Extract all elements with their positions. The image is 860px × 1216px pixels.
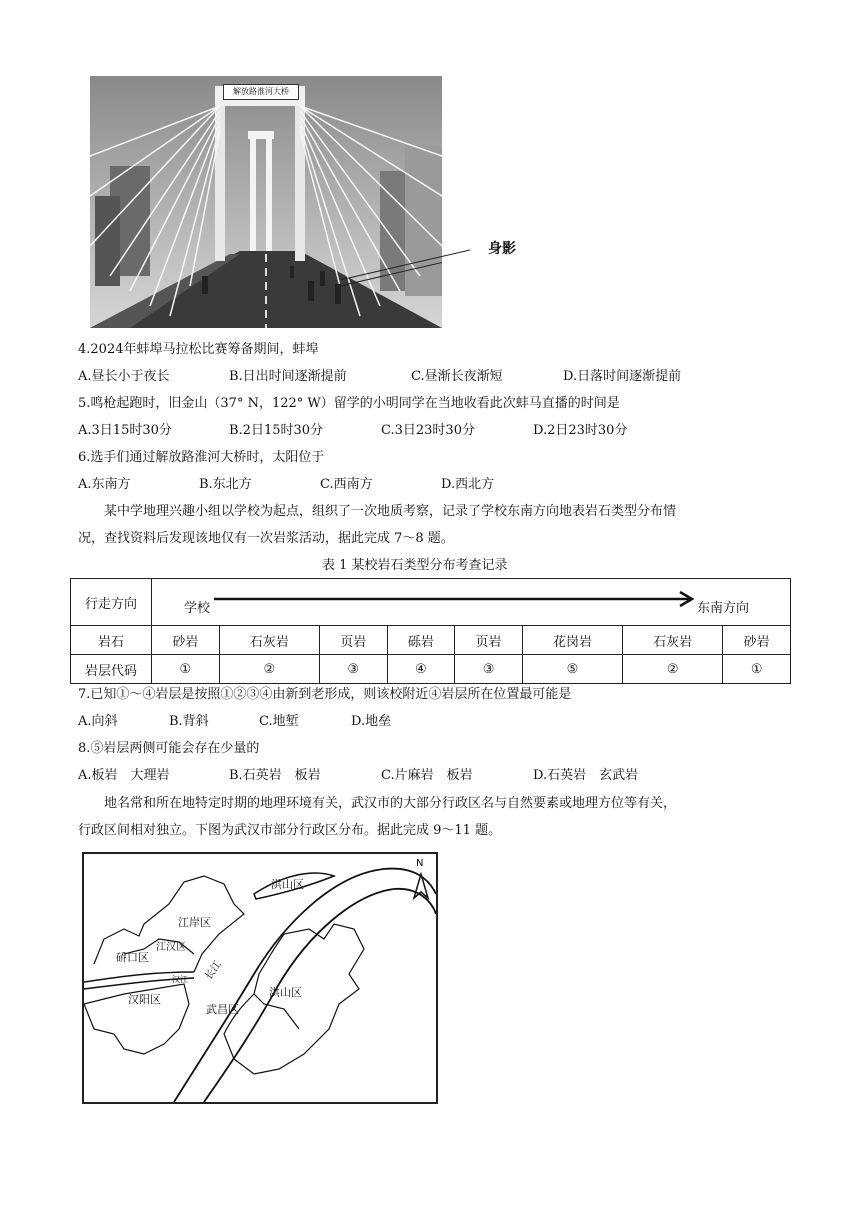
table-caption: 表 1 某校岩石类型分布考查记录 bbox=[322, 558, 508, 573]
code-cell: ③ bbox=[455, 655, 523, 684]
map-label-wuchang: 武昌区 bbox=[206, 1003, 239, 1016]
rock-cell: 花岗岩 bbox=[522, 626, 622, 655]
q5-option-d: D.2日23时30分 bbox=[533, 423, 628, 438]
rock-cell: 砂岩 bbox=[152, 626, 220, 655]
code-cell: ① bbox=[152, 655, 220, 684]
rock-cell: 页岩 bbox=[319, 626, 387, 655]
map-label-hanyang: 汉阳区 bbox=[128, 993, 161, 1006]
rock-cell: 砾岩 bbox=[387, 626, 455, 655]
q8-option-c: C.片麻岩 板岩 bbox=[381, 768, 473, 783]
q8-option-a: A.板岩 大理岩 bbox=[78, 768, 170, 783]
rock-header: 岩石 bbox=[71, 626, 152, 655]
q4-option-b: B.日出时间逐渐提前 bbox=[229, 369, 347, 384]
q4-option-d: D.日落时间逐渐提前 bbox=[563, 369, 682, 384]
table-row bbox=[71, 626, 791, 655]
bridge-banner: 解放路淮河大桥 bbox=[223, 84, 299, 100]
rock-cell: 页岩 bbox=[455, 626, 523, 655]
rock-cell: 石灰岩 bbox=[219, 626, 319, 655]
q6-option-c: C.西南方 bbox=[320, 477, 373, 492]
start-label: 学校 bbox=[184, 601, 211, 616]
code-cell: ③ bbox=[319, 655, 387, 684]
q5-stem: 5.鸣枪起跑时，旧金山（37° N，122° W）留学的小明同学在当地收看此次蚌马直播的时间是 bbox=[78, 396, 620, 411]
end-label: 东南方向 bbox=[697, 601, 750, 616]
q4-stem: 4.2024年蚌埠马拉松比赛筹备期间，蚌埠 bbox=[78, 342, 319, 357]
passage2-line1: 地名常和所在地特定时期的地理环境有关，武汉市的大部分行政区名与自然要素或地理方位等有关， bbox=[104, 796, 677, 811]
direction-arrow bbox=[214, 589, 704, 609]
map-label-changjiang: 长江 bbox=[203, 959, 224, 982]
q8-stem: 8.⑤岩层两侧可能会存在少量的 bbox=[78, 741, 260, 756]
table-row bbox=[71, 655, 791, 684]
q5-option-a: A.3日15时30分 bbox=[78, 423, 172, 438]
direction-header: 行走方向 bbox=[71, 579, 152, 626]
q6-option-a: A.东南方 bbox=[78, 477, 131, 492]
passage1-line2: 况，查找资料后发现该地仅有一次岩浆活动，据此完成 7～8 题。 bbox=[78, 531, 454, 546]
rock-cell: 砂岩 bbox=[723, 626, 791, 655]
code-cell: ④ bbox=[387, 655, 455, 684]
map-label-qiaokou: 硚口区 bbox=[116, 951, 149, 964]
shadow-label: 身影 bbox=[488, 241, 516, 257]
q8-option-d: D.石英岩 玄武岩 bbox=[533, 768, 639, 783]
map-label-jianghan: 江汉区 bbox=[156, 942, 186, 953]
q4-option-a: A.昼长小于夜长 bbox=[78, 369, 170, 384]
q7-option-c: C.地堑 bbox=[259, 714, 299, 729]
map-label-hanjiang: 汉江 bbox=[172, 975, 188, 984]
q7-stem: 7.已知①～④岩层是按照①②③④由新到老形成，则该校附近④岩层所在位置最可能是 bbox=[78, 687, 572, 702]
north-label: N bbox=[416, 858, 424, 869]
q4-option-c: C.昼渐长夜渐短 bbox=[411, 369, 503, 384]
passage1-line1: 某中学地理兴趣小组以学校为起点，组织了一次地质考察，记录了学校东南方向地表岩石类型分布情 bbox=[104, 504, 677, 519]
q8-option-b: B.石英岩 板岩 bbox=[229, 768, 321, 783]
table-row bbox=[71, 579, 791, 626]
rock-cell: 石灰岩 bbox=[623, 626, 723, 655]
q6-stem: 6.选手们通过解放路淮河大桥时，太阳位于 bbox=[78, 450, 325, 465]
code-header: 岩层代码 bbox=[71, 655, 152, 684]
q7-option-a: A.向斜 bbox=[78, 714, 118, 729]
code-cell: ① bbox=[723, 655, 791, 684]
code-cell: ② bbox=[623, 655, 723, 684]
code-cell: ② bbox=[219, 655, 319, 684]
q5-option-c: C.3日23时30分 bbox=[381, 423, 475, 438]
map-label-jiangan: 江岸区 bbox=[178, 916, 211, 929]
wuhan-district-map bbox=[82, 852, 438, 1104]
q5-option-b: B.2日15时30分 bbox=[229, 423, 324, 438]
q7-option-d: D.地垒 bbox=[351, 714, 392, 729]
q6-option-b: B.东北方 bbox=[199, 477, 252, 492]
code-cell: ⑤ bbox=[522, 655, 622, 684]
q6-option-d: D.西北方 bbox=[441, 477, 495, 492]
bridge-photo bbox=[90, 76, 442, 328]
direction-cell bbox=[152, 579, 791, 626]
passage2-line2: 行政区间相对独立。下图为武汉市部分行政区分布。据此完成 9～11 题。 bbox=[78, 823, 502, 838]
rock-table bbox=[70, 578, 791, 684]
map-label-hongshan-top: 洪山区 bbox=[271, 878, 304, 891]
q7-option-b: B.背斜 bbox=[169, 714, 209, 729]
map-label-hongshan: 洪山区 bbox=[269, 986, 302, 999]
